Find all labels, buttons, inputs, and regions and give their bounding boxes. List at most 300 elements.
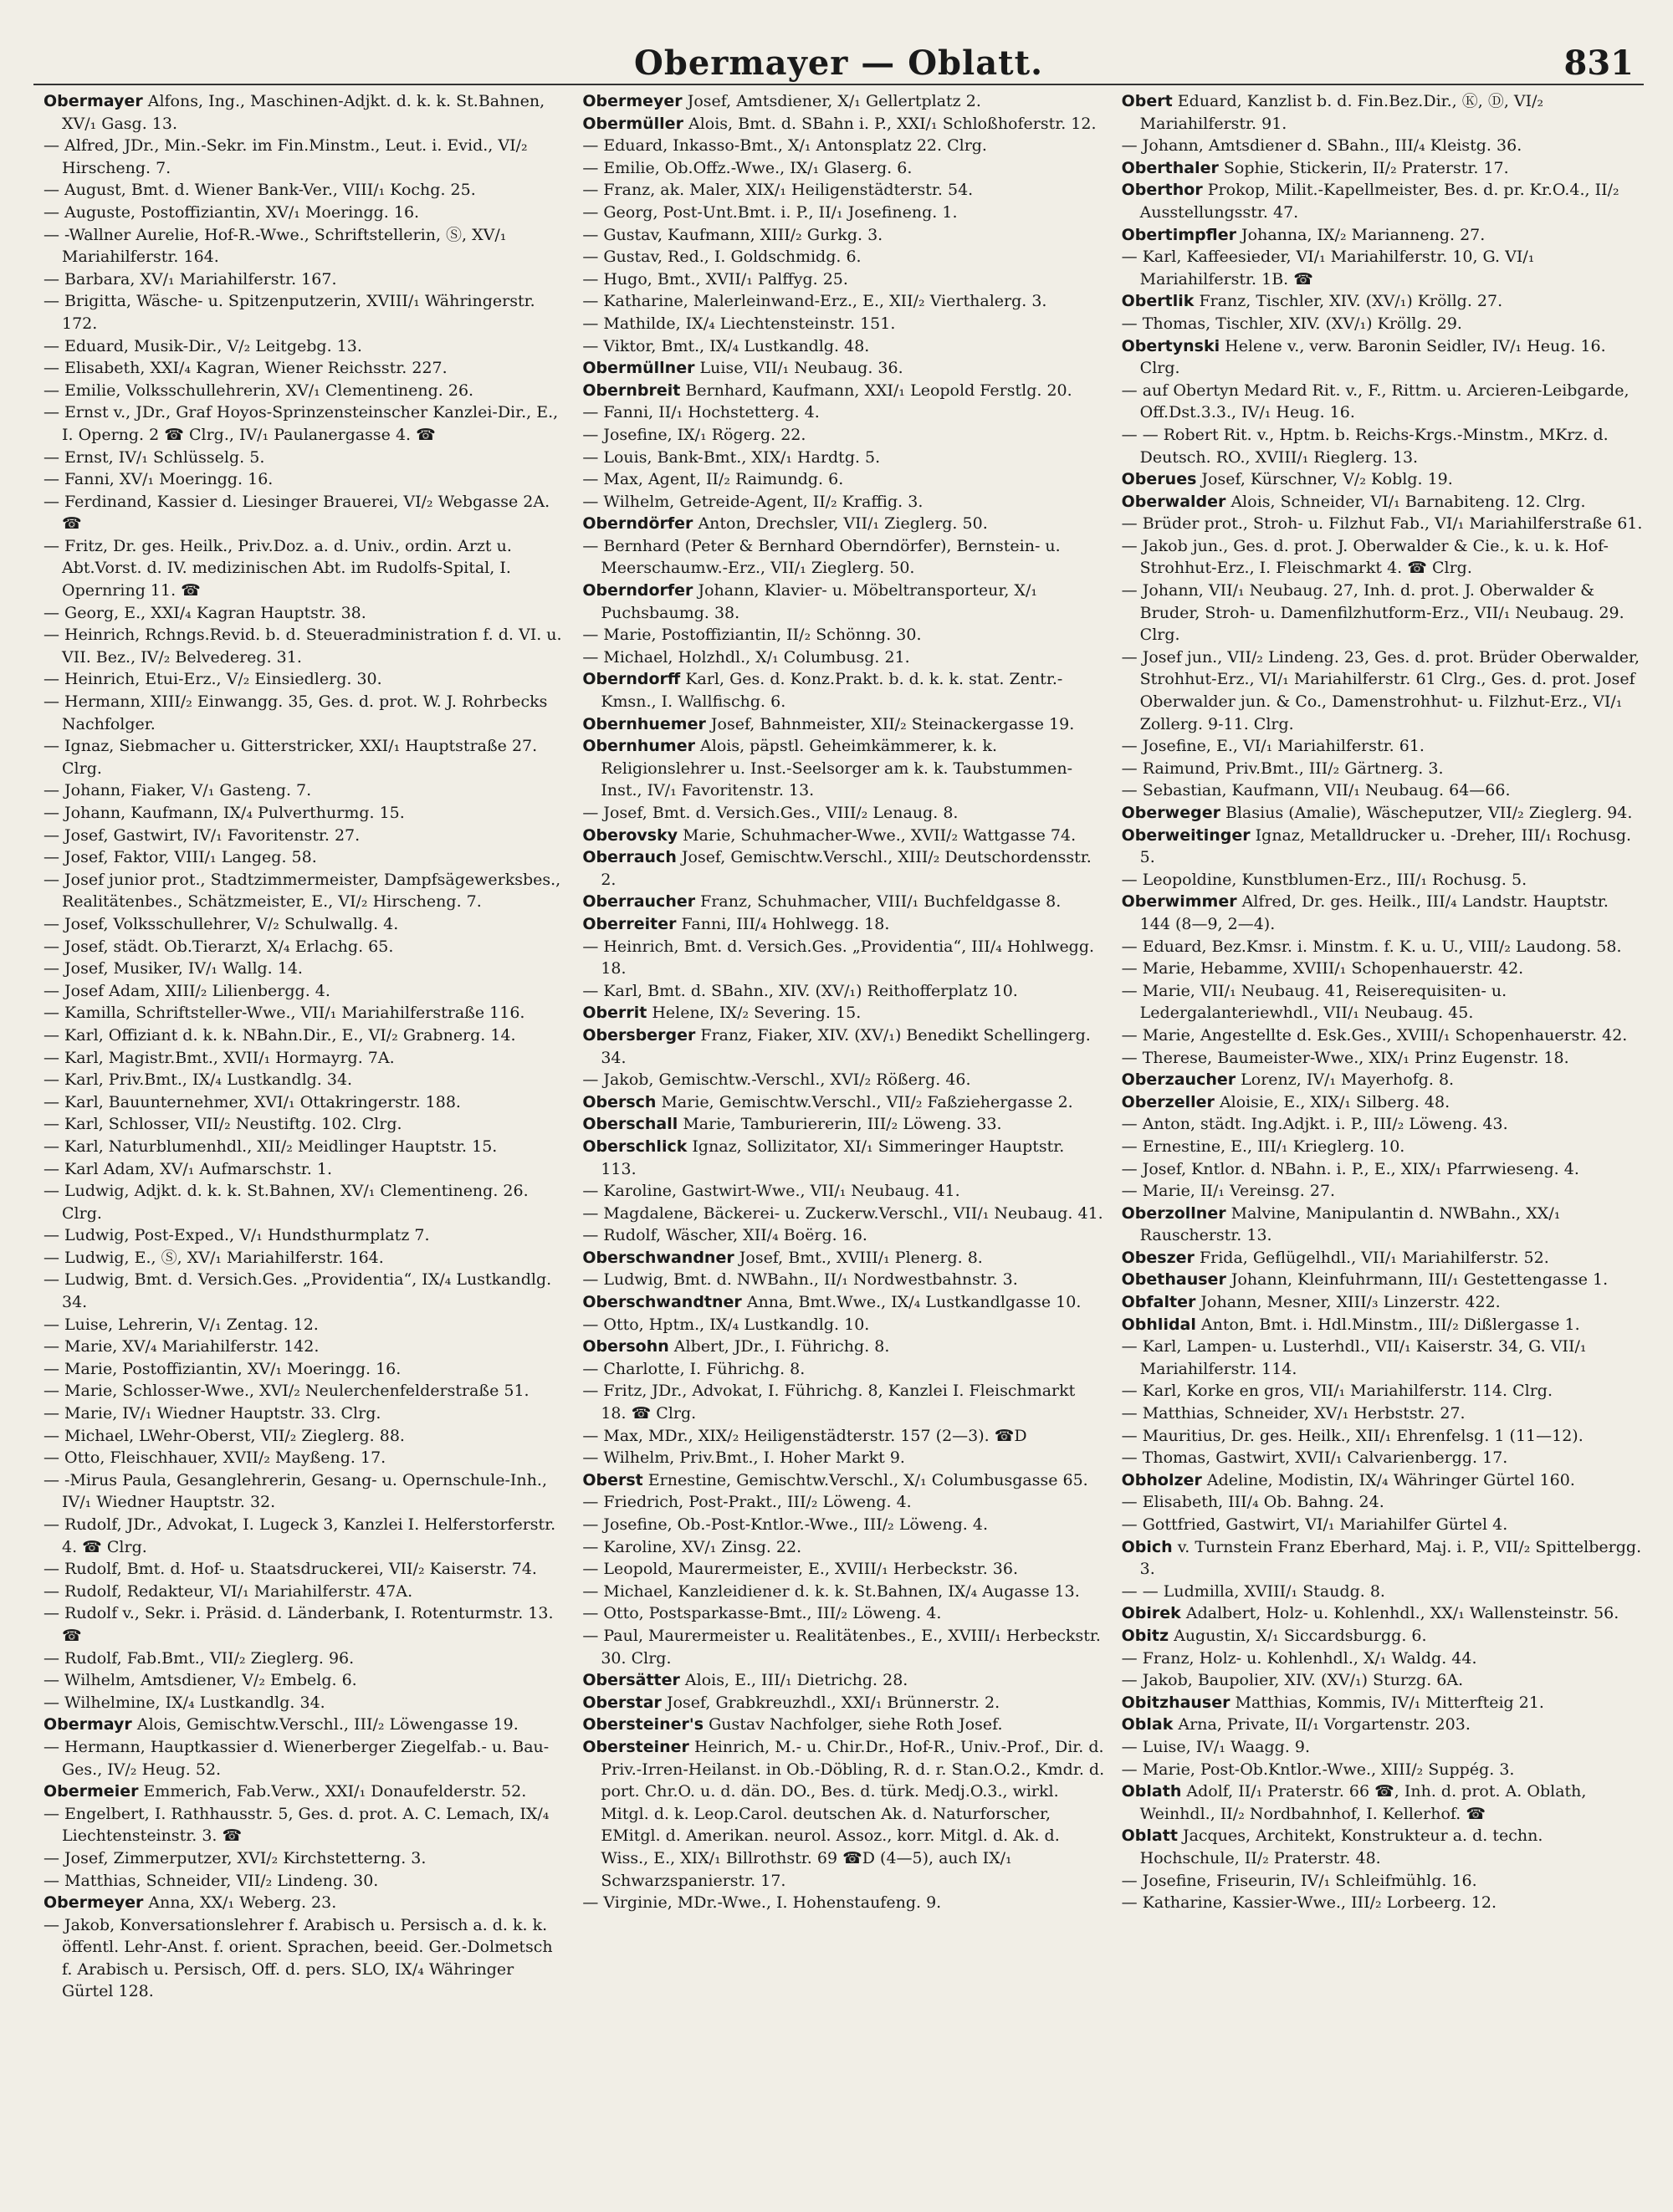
- entry-surname: Obernbreit: [582, 381, 681, 400]
- directory-entry: [582, 1336, 1104, 1358]
- directory-entry: [1122, 1669, 1644, 1692]
- entry-details: — Ludwig, Bmt. d. NWBahn., II/₁ Nordwestbahnstr. 3.: [582, 1270, 1018, 1290]
- directory-entry: [582, 290, 1104, 313]
- entry-details: — Louis, Bank-Bmt., XIX/₁ Hardtg. 5.: [582, 447, 881, 467]
- entry-details: Alfred, Dr. ges. Heilk., III/₄ Landstr. Hauptstr. 144 (8—9, 2—4).: [1139, 892, 1609, 933]
- entry-details: — Thomas, Tischler, XIV. (XV/₁) Kröllg. 29.: [1121, 314, 1462, 333]
- entry-surname: Oberschlick: [582, 1137, 688, 1156]
- entry-details: — Fritz, JDr., Advokat, I. Führichg. 8, Kanzlei I. Fleischmarkt 18. ☎ Clrg.: [582, 1382, 1076, 1423]
- entry-surname: Obeszer: [1121, 1248, 1195, 1267]
- directory-entry: [582, 424, 1104, 447]
- entry-details: — Karl, Magistr.Bmt., XVII/₁ Hormayrg. 7A.: [43, 1048, 395, 1067]
- directory-entry: [1122, 1291, 1644, 1314]
- entry-details: Franz, Fiaker, XIV. (XV/₁) Benedikt Schellingerg. 34.: [601, 1025, 1091, 1067]
- directory-entry: [582, 936, 1104, 980]
- directory-entry: [582, 735, 1104, 802]
- directory-entry: [1122, 1714, 1644, 1736]
- directory-entry: [582, 1091, 1104, 1114]
- entry-details: Johann, Klavier- u. Möbeltransporteur, X/₁ Puchsbaumg. 38.: [601, 581, 1037, 622]
- entry-details: Anton, Drechsler, VII/₁ Zieglerg. 50.: [693, 514, 988, 534]
- directory-entry: [43, 224, 565, 268]
- directory-entry: [1122, 1648, 1644, 1670]
- directory-entry: [1122, 1491, 1644, 1514]
- directory-entry: [582, 1358, 1104, 1381]
- directory-entry: [43, 1870, 565, 1893]
- directory-entry: [43, 1714, 565, 1736]
- entry-details: — Karoline, XV/₁ Zinsg. 22.: [582, 1537, 802, 1556]
- directory-entry: [582, 380, 1104, 402]
- entry-surname: Oberovsky: [582, 825, 678, 845]
- directory-entry: [1122, 179, 1644, 223]
- entry-surname: Obert: [1121, 92, 1173, 110]
- directory-entry: [1122, 135, 1644, 157]
- entry-surname: Oberschwandtner: [582, 1293, 742, 1312]
- directory-entry: [582, 1447, 1104, 1469]
- entry-details: Luise, VII/₁ Neubaug. 36.: [694, 359, 903, 378]
- directory-entry: [1122, 1892, 1644, 1914]
- entry-surname: Obitz: [1121, 1626, 1169, 1645]
- entry-details: — Marie, Postoffiziantin, XV/₁ Moeringg. 16.: [43, 1359, 402, 1378]
- entry-details: Anna, XX/₁ Weberg. 23.: [143, 1893, 337, 1913]
- entry-details: — Heinrich, Rchngs.Revid. b. d. Steueradministration f. d. VI. u. VII. Bez., IV/₂ Belvedereg. 31.: [43, 626, 562, 667]
- entry-details: — Eduard, Musik-Dir., V/₂ Leitgebg. 13.: [43, 336, 362, 355]
- entry-details: Augustin, X/₁ Siccardsburgg. 6.: [1169, 1626, 1427, 1645]
- entry-details: Alfons, Ing., Maschinen-Adjkt. d. k. k. St.Bahnen, XV/₁ Gasg. 13.: [62, 92, 545, 133]
- entry-surname: Obhlidal: [1121, 1315, 1196, 1334]
- entry-details: — Josef, Volksschullehrer, V/₂ Schulwallg. 4.: [43, 914, 399, 933]
- entry-details: — Karl, Lampen- u. Lusterhdl., VII/₁ Kaiserstr. 34, G. VII/₁ Mariahilferstr. 114.: [1121, 1337, 1587, 1378]
- entry-details: — -Wallner Aurelie, Hof-R.-Wwe., Schriftstellerin, Ⓢ, XV/₁ Mariahilferstr. 164.: [43, 225, 507, 267]
- entry-surname: Obersätter: [582, 1671, 680, 1690]
- entry-surname: Oblatt: [1121, 1826, 1178, 1846]
- entry-surname: Oberweger: [1121, 804, 1220, 822]
- entry-details: — Ludwig, Post-Exped., V/₁ Hundsthurmplatz 7.: [43, 1226, 430, 1245]
- entry-details: Adolf, II/₁ Praterstr. 66 ☎, Inh. d. prot. A. Oblath, Weinhdl., II/₂ Nordbahnhof, I. Kellerhof. ☎: [1139, 1782, 1587, 1823]
- directory-entry: [582, 313, 1104, 335]
- directory-entry: [1122, 1870, 1644, 1893]
- entry-details: — Matthias, Schneider, XV/₁ Herbststr. 27.: [1121, 1404, 1466, 1423]
- directory-entry: [43, 335, 565, 358]
- entry-details: — Ludwig, E., Ⓢ, XV/₁ Mariahilferstr. 164.: [43, 1248, 384, 1267]
- entry-surname: Obermayer: [43, 92, 143, 110]
- entry-details: Anna, Bmt.Wwe., IX/₄ Lustkandlgasse 10.: [741, 1293, 1082, 1312]
- entry-surname: Oberwalder: [1121, 492, 1226, 511]
- entry-details: — Josef, Musiker, IV/₁ Wallg. 14.: [43, 959, 303, 978]
- directory-entry: [582, 668, 1104, 713]
- entry-surname: Oberstar: [582, 1693, 662, 1712]
- directory-entry: [43, 1047, 565, 1070]
- entry-details: Ignaz, Sollizitator, XI/₁ Simmeringer Hauptstr. 113.: [601, 1137, 1065, 1178]
- entry-surname: Oberthor: [1121, 181, 1203, 200]
- directory-entry: [582, 1024, 1104, 1069]
- entry-details: — Rudolf v., Sekr. i. Präsid. d. Länderbank, I. Rotenturmstr. 13. ☎: [43, 1604, 554, 1645]
- entry-details: — Wilhelmine, IX/₄ Lustkandlg. 34.: [43, 1693, 325, 1712]
- entry-details: — Karl, Naturblumenhdl., XII/₂ Meidlinger Hauptstr. 15.: [43, 1137, 498, 1156]
- entry-details: — -Mirus Paula, Gesanglehrerin, Gesang- u. Opernschule-Inh., IV/₁ Wiedner Hauptstr. 32.: [43, 1470, 547, 1512]
- entry-details: v. Turnstein Franz Eberhard, Maj. i. P., VII/₂ Spittelbergg. 3.: [1139, 1537, 1642, 1579]
- entry-details: — Karl, Schlosser, VII/₂ Neustiftg. 102. Clrg.: [43, 1115, 402, 1134]
- directory-entry: [1122, 1825, 1644, 1869]
- directory-entry: [582, 580, 1104, 624]
- directory-entry: [582, 802, 1104, 825]
- entry-details: Johanna, IX/₂ Marianneng. 27.: [1236, 225, 1486, 244]
- directory-entry: [1122, 1024, 1644, 1047]
- entry-surname: Oberschwandner: [582, 1248, 734, 1267]
- entry-details: — Charlotte, I. Führichg. 8.: [582, 1359, 806, 1378]
- entry-details: — Josef, Gastwirt, IV/₁ Favoritenstr. 27.: [43, 825, 361, 845]
- directory-entry: [43, 1002, 565, 1024]
- entry-details: — Eduard, Inkasso-Bmt., X/₁ Antonsplatz 22. Clrg.: [582, 136, 987, 156]
- directory-entry: [43, 779, 565, 802]
- entry-details: — Brüder prot., Stroh- u. Filzhut Fab., VI/₁ Mariahilferstraße 61.: [1121, 514, 1643, 534]
- directory-entry: [1122, 1692, 1644, 1714]
- directory-entry: [43, 1024, 565, 1047]
- entry-details: — Johann, Kaufmann, IX/₄ Pulverthurmg. 15.: [43, 804, 405, 822]
- entry-details: — Rudolf, Bmt. d. Hof- u. Staatsdruckerei, VII/₂ Kaiserstr. 74.: [43, 1560, 537, 1579]
- entry-details: Ignaz, Metalldrucker u. -Dreher, III/₁ Rochusg. 5.: [1139, 825, 1632, 867]
- directory-entry: [582, 1203, 1104, 1225]
- directory-entry: [582, 491, 1104, 513]
- entry-details: — Thomas, Gastwirt, XVII/₁ Calvarienbergg. 17.: [1121, 1448, 1508, 1468]
- directory-entry: [1122, 1380, 1644, 1402]
- entry-details: — Josef, Faktor, VIII/₁ Langeg. 58.: [43, 848, 317, 867]
- directory-entry: [43, 825, 565, 847]
- directory-entry: [1122, 735, 1644, 758]
- entry-surname: Obernhuemer: [582, 714, 706, 733]
- entry-surname: Oberweitinger: [1121, 825, 1251, 845]
- entry-details: — Josef jun., VII/₂ Lindeng. 23, Ges. d. prot. Brüder Oberwalder, Strohhut-Erz., VI/₁ Mariahilferstr. 61 Clrg., Ges. d. prot. Josef Oberwalder jun. & Co., Damenstrohhut- u. Filzhut-Erz., VI/₁ Zollerg. 9-11. Clrg.: [1121, 647, 1640, 733]
- entry-details: Josef, Gemischtw.Verschl., XIII/₂ Deutschordensstr. 2.: [601, 848, 1092, 889]
- directory-entry: [582, 202, 1104, 224]
- directory-entry: [582, 447, 1104, 469]
- entry-details: — Barbara, XV/₁ Mariahilferstr. 167.: [43, 269, 337, 289]
- entry-details: Marie, Schuhmacher-Wwe., XVII/₂ Wattgasse 74.: [678, 825, 1077, 845]
- directory-entry: [43, 1314, 565, 1336]
- directory-entry: [1122, 891, 1644, 935]
- directory-entry: [582, 980, 1104, 1003]
- entry-surname: Obermüllner: [582, 359, 695, 378]
- directory-entry: [1122, 290, 1644, 313]
- directory-entry: [1122, 1158, 1644, 1181]
- directory-entry: [582, 825, 1104, 847]
- directory-entry: [582, 1136, 1104, 1180]
- directory-entry: [1122, 936, 1644, 958]
- entry-details: — Georg, E., XXI/₄ Kagran Hauptstr. 38.: [43, 603, 366, 622]
- directory-entry: [582, 468, 1104, 491]
- directory-entry: [1122, 779, 1644, 802]
- directory-entry: [1122, 1269, 1644, 1291]
- directory-entry: [582, 891, 1104, 913]
- directory-entry: [1122, 1736, 1644, 1759]
- entry-details: — Marie, Post-Ob.Kntlor.-Wwe., XIII/₂ Suppég. 3.: [1121, 1760, 1515, 1779]
- entry-details: — Karl, Bauunternehmer, XVI/₁ Ottakringerstr. 188.: [43, 1092, 461, 1111]
- entry-surname: Oberst: [582, 1470, 643, 1489]
- column-2: [582, 90, 1104, 2198]
- directory-entry: [1122, 802, 1644, 825]
- entry-details: Anton, Bmt. i. Hdl.Minstm., III/₂ Dißlergasse 1.: [1195, 1315, 1580, 1334]
- directory-entry: [1122, 1203, 1644, 1247]
- entry-details: — Viktor, Bmt., IX/₄ Lustkandlg. 48.: [582, 336, 870, 355]
- directory-entry: [1122, 90, 1644, 135]
- entry-details: — Ludwig, Adjkt. d. k. k. St.Bahnen, XV/₁ Clementineng. 26. Clrg.: [43, 1182, 529, 1223]
- entry-details: — Therese, Baumeister-Wwe., XIX/₁ Prinz Eugenstr. 18.: [1121, 1048, 1569, 1067]
- directory-entry: [43, 691, 565, 735]
- directory-entry: [1122, 1536, 1644, 1581]
- directory-entry: [582, 179, 1104, 202]
- directory-entry: [43, 1648, 565, 1670]
- entry-details: — Karl, Bmt. d. SBahn., XIV. (XV/₁) Reithofferplatz 10.: [582, 981, 1018, 1000]
- entry-details: Lorenz, IV/₁ Mayerhofg. 8.: [1236, 1070, 1455, 1090]
- entry-details: Karl, Ges. d. Konz.Prakt. b. d. k. k. stat. Zentr.-Kmsn., I. Wallfischg. 6.: [601, 670, 1063, 712]
- entry-details: Josef, Grabkreuzhdl., XXI/₁ Brünnerstr. 2.: [661, 1693, 1000, 1712]
- directory-entry: [1122, 1314, 1644, 1336]
- directory-entry: [1122, 313, 1644, 335]
- entry-details: — Rudolf, Fab.Bmt., VII/₂ Zieglerg. 96.: [43, 1648, 355, 1668]
- directory-entry: [43, 1069, 565, 1091]
- entry-details: — Marie, Hebamme, XVIII/₁ Schopenhauerstr. 42.: [1121, 959, 1524, 978]
- directory-entry: [1122, 580, 1644, 646]
- entry-details: — Otto, Fleischhauer, XVII/₂ Mayßeng. 17.: [43, 1448, 386, 1468]
- directory-entry: [43, 869, 565, 913]
- entry-details: — Raimund, Priv.Bmt., III/₂ Gärtnerg. 3.: [1121, 759, 1444, 778]
- entry-details: Helene v., verw. Baronin Seidler, IV/₁ Heug. 16. Clrg.: [1139, 336, 1606, 378]
- directory-entry: [1122, 468, 1644, 491]
- directory-entry: [582, 1581, 1104, 1603]
- entry-surname: Obirek: [1121, 1604, 1181, 1623]
- directory-entry: [43, 1447, 565, 1469]
- directory-entry: [43, 735, 565, 779]
- directory-entry: [582, 1669, 1104, 1692]
- entry-surname: Obersteiner's: [582, 1715, 704, 1734]
- directory-entry: [43, 535, 565, 602]
- directory-entry: [1122, 1602, 1644, 1625]
- entry-details: — Marie, Angestellte d. Esk.Ges., XVIII/₁ Schopenhauerstr. 42.: [1121, 1025, 1628, 1045]
- directory-entry: [43, 1136, 565, 1158]
- directory-entry: [43, 846, 565, 869]
- column-1: [43, 90, 565, 2198]
- entry-surname: Obermayr: [43, 1715, 132, 1734]
- directory-entry: [1122, 157, 1644, 180]
- entry-details: — Virginie, MDr.-Wwe., I. Hohenstaufeng. 9.: [582, 1893, 942, 1913]
- entry-details: — Katharine, Malerleinwand-Erz., E., XII/₂ Vierthalerg. 3.: [582, 292, 1047, 311]
- entry-details: — Michael, Holzhdl., X/₁ Columbusg. 21.: [582, 647, 910, 667]
- entry-details: — Gustav, Kaufmann, XIII/₂ Gurkg. 3.: [582, 225, 883, 244]
- entry-details: — Marie, Schlosser-Wwe., XVI/₂ Neulerchenfelderstraße 51.: [43, 1382, 530, 1401]
- entry-details: Frida, Geflügelhdl., VII/₁ Mariahilferstr. 52.: [1194, 1248, 1549, 1267]
- entry-details: — Marie, II/₁ Vereinsg. 27.: [1121, 1182, 1336, 1201]
- entry-details: — Josefine, Friseurin, IV/₁ Schleifmühlg. 16.: [1121, 1871, 1477, 1890]
- entry-details: — Mauritius, Dr. ges. Heilk., XII/₁ Ehrenfelsg. 1 (11—12).: [1121, 1426, 1583, 1445]
- entry-details: — Ernst v., JDr., Graf Hoyos-Sprinzensteinscher Kanzlei-Dir., E., I. Operng. 2 ☎ Clrg., IV/₁ Paulanergasse 4. ☎: [43, 403, 559, 444]
- entry-details: — Michael, Kanzleidiener d. k. k. St.Bahnen, IX/₄ Augasse 13.: [582, 1581, 1080, 1601]
- entry-details: — Friedrich, Post-Prakt., III/₂ Löweng. 4.: [582, 1493, 912, 1512]
- directory-entry: [582, 1425, 1104, 1448]
- directory-entry: [43, 1669, 565, 1692]
- directory-entry: [43, 135, 565, 179]
- directory-entry: [582, 357, 1104, 380]
- directory-entry: [582, 157, 1104, 180]
- entry-details: — Heinrich, Bmt. d. Versich.Ges. „Providentia“, III/₄ Hohlwegg. 18.: [582, 937, 1095, 978]
- entry-details: — Eduard, Bez.Kmsr. i. Minstm. f. K. u. U., VIII/₂ Laudong. 58.: [1121, 937, 1622, 956]
- entry-details: — Jakob, Gemischtw.-Verschl., XVI/₂ Rößerg. 46.: [582, 1070, 971, 1090]
- entry-surname: Oberschall: [582, 1115, 678, 1134]
- entry-surname: Obersteiner: [582, 1737, 689, 1756]
- entry-details: — Marie, Postoffiziantin, II/₂ Schönng. 30.: [582, 626, 922, 645]
- directory-entry: [43, 1581, 565, 1603]
- entry-details: Josef, Amtsdiener, X/₁ Gellertplatz 2.: [682, 92, 981, 110]
- directory-entry: [43, 468, 565, 491]
- entry-details: — Emilie, Volksschullehrerin, XV/₁ Clementineng. 26.: [43, 381, 474, 400]
- entry-details: — Josef, Kntlor. d. NBahn. i. P., E., XIX/₁ Pfarrwieseng. 4.: [1121, 1159, 1579, 1178]
- entry-details: — Wilhelm, Getreide-Agent, II/₂ Kraffig. 3.: [582, 492, 923, 511]
- directory-entry: [582, 246, 1104, 268]
- entry-surname: Obertlik: [1121, 292, 1195, 311]
- directory-entry: [1122, 535, 1644, 580]
- entry-details: Josef, Bmt., XVIII/₁ Plenerg. 8.: [734, 1248, 983, 1267]
- entry-surname: Obitzhauser: [1121, 1693, 1230, 1712]
- entry-details: — Hermann, Hauptkassier d. Wienerberger Ziegelfab.- u. Bau-Ges., IV/₂ Heug. 52.: [43, 1737, 550, 1779]
- entry-details: — Ernestine, E., III/₁ Krieglerg. 10.: [1121, 1137, 1405, 1156]
- page-title: Obermayer — Oblatt.: [634, 43, 1043, 83]
- entry-details: — Fanni, XV/₁ Moeringg. 16.: [43, 470, 274, 489]
- entry-surname: Obersohn: [582, 1337, 669, 1356]
- directory-entry: [1122, 825, 1644, 869]
- directory-entry: [582, 1514, 1104, 1536]
- entry-surname: Obermeyer: [43, 1893, 144, 1913]
- entry-details: — Katharine, Kassier-Wwe., III/₂ Lorbeerg. 12.: [1121, 1893, 1497, 1913]
- directory-entry: [1122, 1247, 1644, 1269]
- entry-surname: Obertynski: [1121, 336, 1220, 355]
- directory-entry: [43, 958, 565, 980]
- entry-details: Eduard, Kanzlist b. d. Fin.Bez.Dir., Ⓚ, Ⓓ, VI/₂ Mariahilferstr. 91.: [1139, 92, 1544, 133]
- directory-entry: [582, 1558, 1104, 1581]
- directory-entry: [1122, 224, 1644, 247]
- entry-details: — Luise, IV/₁ Waagg. 9.: [1121, 1737, 1311, 1756]
- directory-entry: [582, 1069, 1104, 1091]
- entry-details: Franz, Schuhmacher, VIII/₁ Buchfeldgasse 8.: [695, 892, 1062, 912]
- entry-details: — Auguste, Postoffiziantin, XV/₁ Moeringg. 16.: [43, 202, 420, 222]
- entry-details: — Michael, LWehr-Oberst, VII/₂ Zieglerg. 88.: [43, 1426, 405, 1445]
- directory-entry: [43, 936, 565, 958]
- directory-entry: [582, 268, 1104, 291]
- directory-entry: [43, 491, 565, 535]
- directory-entry: [582, 1536, 1104, 1559]
- entry-details: Prokop, Milit.-Kapellmeister, Bes. d. pr. Kr.O.4., II/₂ Ausstellungsstr. 47.: [1139, 181, 1619, 222]
- column-3: [1122, 90, 1644, 2198]
- directory-entry: [43, 1558, 565, 1581]
- directory-entry: [1122, 513, 1644, 535]
- directory-entry: [43, 1180, 565, 1224]
- entry-details: Alois, E., III/₁ Dietrichg. 28.: [679, 1671, 908, 1690]
- entry-details: Emmerich, Fab.Verw., XXI/₁ Donaufelderstr. 52.: [138, 1782, 527, 1801]
- directory-entry: [1122, 491, 1644, 513]
- directory-entry: [43, 1514, 565, 1558]
- entry-details: — Ferdinand, Kassier d. Liesinger Brauerei, VI/₂ Webgasse 2A. ☎: [43, 492, 550, 534]
- entry-details: — Marie, IV/₁ Wiedner Hauptstr. 33. Clrg.: [43, 1404, 381, 1423]
- directory-entry: [582, 1602, 1104, 1625]
- directory-entry: [1122, 380, 1644, 424]
- entry-surname: Oberndörfer: [582, 514, 693, 534]
- directory-entry: [1122, 335, 1644, 380]
- entry-details: — Otto, Hptm., IX/₄ Lustkandlg. 10.: [582, 1315, 870, 1334]
- directory-entry: [43, 1780, 565, 1803]
- entry-details: Ernestine, Gemischtw.Verschl., X/₁ Columbusgasse 65.: [642, 1470, 1088, 1489]
- directory-entry: [582, 1692, 1104, 1714]
- entry-details: — Rudolf, Wäscher, XII/₄ Boërg. 16.: [582, 1226, 867, 1245]
- entry-details: — Franz, ak. Maler, XIX/₁ Heiligenstädterstr. 54.: [582, 181, 974, 200]
- entry-details: Jacques, Architekt, Konstrukteur a. d. techn. Hochschule, II/₂ Praterstr. 48.: [1139, 1826, 1543, 1867]
- entry-surname: Oberues: [1121, 470, 1197, 489]
- entry-details: — Paul, Maurermeister u. Realitätenbes., E., XVIII/₁ Herbeckstr. 30. Clrg.: [582, 1626, 1101, 1668]
- directory-entry: [43, 1247, 565, 1269]
- entry-details: — Jakob, Baupolier, XIV. (XV/₁) Sturzg. 6A.: [1121, 1671, 1464, 1690]
- entry-surname: Obholzer: [1121, 1470, 1202, 1489]
- entry-details: — Georg, Post-Unt.Bmt. i. P., II/₁ Josefineng. 1.: [582, 202, 958, 222]
- directory-entry: [582, 113, 1104, 135]
- entry-details: — Rudolf, JDr., Advokat, I. Lugeck 3, Kanzlei I. Helferstorferstr. 4. ☎ Clrg.: [43, 1515, 556, 1556]
- entry-details: — Wilhelm, Priv.Bmt., I. Hoher Markt 9.: [582, 1448, 905, 1468]
- entry-details: Aloisie, E., XIX/₁ Silberg. 48.: [1214, 1092, 1450, 1111]
- entry-details: — Mathilde, IX/₄ Liechtensteinstr. 151.: [582, 314, 896, 333]
- directory-entry: [43, 1425, 565, 1448]
- entry-details: — Karl, Offiziant d. k. k. NBahn.Dir., E., VI/₂ Grabnerg. 14.: [43, 1025, 516, 1045]
- directory-entry: [582, 535, 1104, 580]
- entry-details: Johann, Kleinfuhrmann, III/₁ Gestettengasse 1.: [1225, 1270, 1609, 1290]
- entry-details: — Kamilla, Schriftsteller-Wwe., VII/₁ Mariahilferstraße 116.: [43, 1004, 525, 1023]
- entry-surname: Oberreiter: [582, 914, 677, 933]
- entry-details: — Ignaz, Siebmacher u. Gitterstricker, XXI/₁ Hauptstraße 27. Clrg.: [43, 737, 538, 778]
- entry-details: — Elisabeth, XXI/₄ Kagran, Wiener Reichsstr. 227.: [43, 359, 448, 378]
- entry-details: Heinrich, M.- u. Chir.Dr., Hof-R., Univ.-Prof., Dir. d. Priv.-Irren-Heilanst. in Ob.-Döbling, R. d. r. Stan.O.2., Kmdr. d. port. Chr.O. u. d. dän. DO., Bes. d. türk. Medj.O.3., wirkl. Mitgl. d. k. Leop.Carol. deutschen Ak. d. Naturforscher, EMitgl. d. Amerikan. neurol. Assoz., korr. Mitgl. d. Ak. d. Wiss., E., XIX/₁ Billrothstr. 69 ☎D (4—5), auch IX/₁ Schwarzspanierstr. 17.: [601, 1737, 1105, 1890]
- directory-entry: [43, 447, 565, 469]
- directory-entry: [1122, 1447, 1644, 1469]
- entry-surname: Obermeier: [43, 1782, 139, 1801]
- directory-entry: [1122, 980, 1644, 1024]
- entry-surname: Obertimpfler: [1121, 225, 1236, 244]
- entry-details: Helene, IX/₂ Severing. 15.: [647, 1004, 862, 1023]
- entry-surname: Oberwimmer: [1121, 892, 1237, 912]
- directory-entry: [582, 624, 1104, 646]
- directory-entry: [582, 513, 1104, 535]
- entry-details: Gustav Nachfolger, siehe Roth Josef.: [703, 1715, 1003, 1734]
- directory-entry: [43, 1224, 565, 1247]
- directory-entry: [582, 1892, 1104, 1914]
- entry-surname: Oberndorff: [582, 670, 681, 689]
- directory-entry: [43, 624, 565, 668]
- entry-surname: Obernhumer: [582, 737, 695, 756]
- directory-entry: [1122, 424, 1644, 468]
- entry-details: — auf Obertyn Medard Rit. v., F., Rittm. u. Arcieren-Leibgarde, Off.Dst.3.3., IV/₁ Heug. 16.: [1121, 381, 1630, 422]
- entry-details: — Karl, Priv.Bmt., IX/₄ Lustkandlg. 34.: [43, 1070, 353, 1090]
- directory-entry: [582, 1269, 1104, 1291]
- directory-entry: [43, 380, 565, 402]
- directory-entry: [43, 1692, 565, 1714]
- entry-surname: Oberzeller: [1121, 1092, 1215, 1111]
- entry-surname: Oberrauch: [582, 848, 677, 867]
- entry-details: — Ludwig, Bmt. d. Versich.Ges. „Providentia“, IX/₄ Lustkandlg. 34.: [43, 1270, 552, 1312]
- entry-details: — Josef, städt. Ob.Tierarzt, X/₄ Erlachg. 65.: [43, 937, 394, 956]
- entry-details: — Anton, städt. Ing.Adjkt. i. P., III/₂ Löweng. 43.: [1121, 1115, 1508, 1134]
- directory-entry: [43, 1113, 565, 1136]
- entry-details: — — Robert Rit. v., Hptm. b. Reichs-Krgs.-Minstm., MKrz. d. Deutsch. RO., XVIII/₁ Rieglerg. 13.: [1121, 425, 1609, 467]
- entry-details: — Ernst, IV/₁ Schlüsselg. 5.: [43, 447, 265, 467]
- directory-entry: [1122, 1091, 1644, 1114]
- directory-entry: [582, 713, 1104, 736]
- directory-entry: [1122, 869, 1644, 891]
- directory-entry: [1122, 1514, 1644, 1536]
- directory-entry: [1122, 1425, 1644, 1448]
- directory-entry: [1122, 758, 1644, 780]
